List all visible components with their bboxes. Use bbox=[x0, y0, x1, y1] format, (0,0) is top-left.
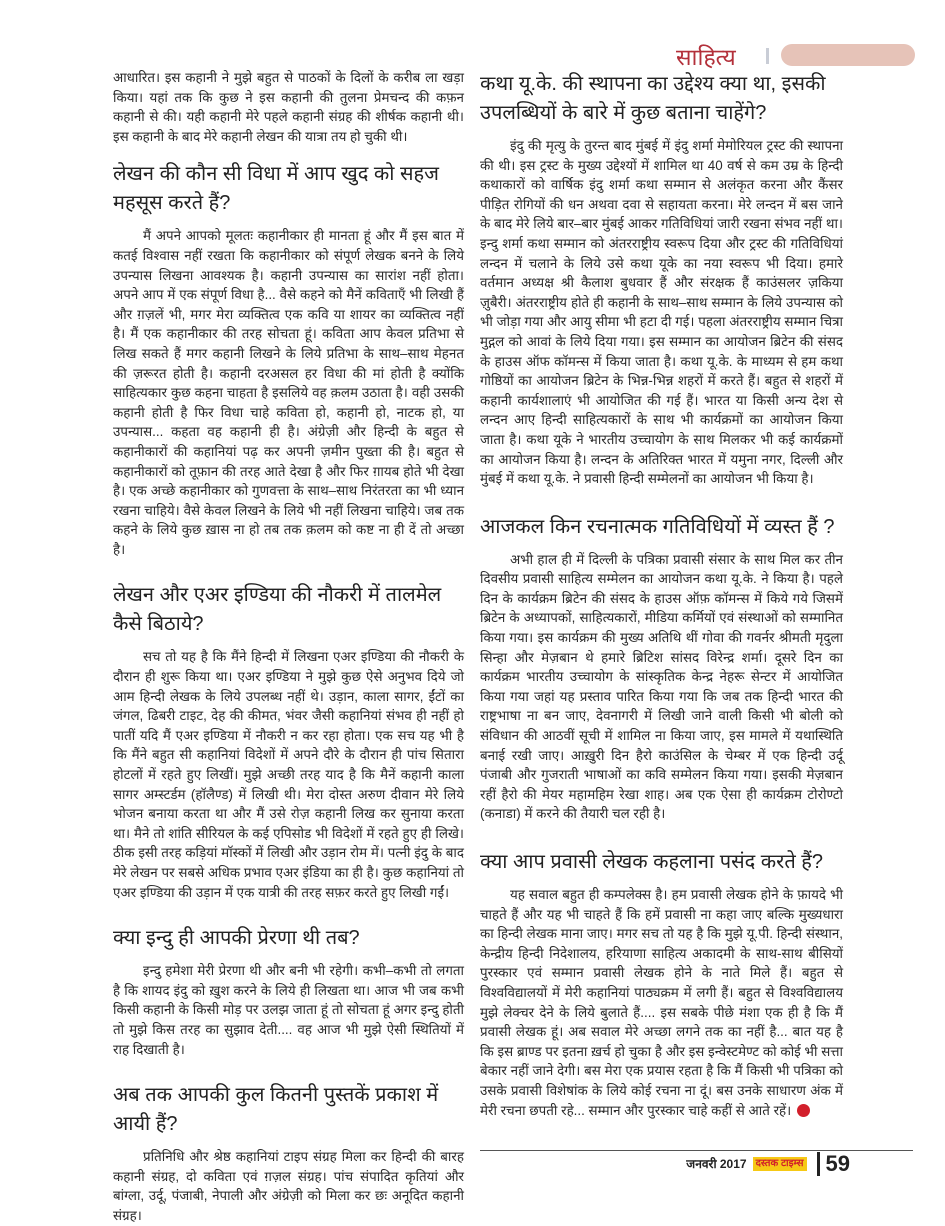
footer bbox=[686, 1151, 850, 1177]
answer-paragraph: इन्दु हमेशा मेरी प्रेरणा थी और बनी भी रहेगी। कभी–कभी तो लगता है कि शायद इंदु को ख़ुश करने के लिये ही लिखता था। आज भी जब कभी किसी कहानी के किसी मोड़ पर उलझ जाता हूं तो सोचता हूं अगर इन्दु होती तो मुझे किस तरह का सुझाव देती.... वह आज भी मुझे ऐसी स्थितियों में राह दिखाती है। bbox=[113, 963, 464, 1057]
answer-paragraph: प्रतिनिधि और श्रेष्ठ कहानियां टाइप संग्रह मिला कर हिन्दी की बारह कहानी संग्रह, दो कविता एवं ग़ज़ल संग्रह। पांच संपादित कृतियां और बांग्ला, उर्दू, पंजाबी, नेपाली और अंग्रेज़ी को मिला कर छः अनूदित कहानी संग्रह। bbox=[113, 1149, 464, 1223]
answer-paragraph: अभी हाल ही में दिल्ली के पत्रिका प्रवासी संसार के साथ मिल कर तीन दिवसीय प्रवासी साहित्य सम्मेलन का आयोजन कथा यू.के. ने किया है। पहले दिन के कार्यक्रम ब्रिटेन की संसद के हाउस ऑफ़ कॉमन्स में किये गये जिसमें ब्रिटेन के अध्यापकों, साहित्यकारों, मीडिया कर्मियों एवं संस्थाओं को सम्मानित किया गया। इस कार्यक्रम की मुख्य अतिथि थीं गोवा की गवर्नर श्रीमती मृदुला सिन्हा और मेज़बान थे हमारे ब्रिटिश सांसद विरेन्द्र शर्मा। दूसरे दिन का कार्यक्रम भारतीय उच्चायोग के सांस्कृतिक केन्द्र नेहरू सेन्टर में आयोजित किया गया जहां यह प्रस्ताव पारित किया गया कि जब तक हिन्दी भारत की राष्ट्रभाषा ना बन जाए, देवनागरी में लिखी जाने वाली किसी भी बोली को संविधान की आठवीं सूची में शामिल ना किया जाए, इस मामले में यथास्थिति बनाई रखी जाए। आख़ुरी दिन हैरो काउंसिल के चेम्बर में एक हिन्दी उर्दू पंजाबी और गुजराती भाषाओं का कवि सम्मेलन किया गया। इसकी मेज़बान रहीं हैरो की मेयर महामहिम रेखा शाह। अब एक ऐसा ही कार्यक्रम टोरोण्टो (कनाडा) में करने की तैयारी चल रही है। bbox=[480, 551, 843, 822]
issue-date: जनवरी 2017 bbox=[686, 1157, 747, 1171]
question-heading: अब तक आपकी कुल कितनी पुस्तकें प्रकाश में आयी हैं? bbox=[113, 1084, 439, 1136]
answer-paragraph bbox=[480, 885, 843, 1120]
question-heading: क्या इन्दु ही आपकी प्रेरणा थी तब? bbox=[113, 927, 360, 950]
answer-paragraph: इंदु की मृत्यु के तुरन्त बाद मुंबई में इंदु शर्मा मेमोरियल ट्रस्ट की स्थापना की थी। इस ट्रस्ट के मुख्य उद्देश्यों में शामिल था 40 वर्ष से कम उम्र के हिन्दी कथाकारों को वार्षिक इंदु शर्मा कथा सम्मान से अलंकृत करना और कैंसर पीड़ित रोगियों की धन अथवा दवा से सहायता करना। मेरे लन्दन में बस जाने के बाद मेरे लिये बार–बार मुंबई आकर गतिविधियां जारी रखना संभव नहीं था। इन्दु शर्मा कथा सम्मान को अंतरराष्ट्रीय स्वरूप दिया और ट्रस्ट की गतिविधियां लन्दन में चलाने के लिये उसे कथा यूके का नया स्वरूप भी दिया। हमारे वर्तमान अध्यक्ष श्री कैलाश बुधवार हैं और संरक्षक हैं काउंसलर ज़किया ज़ुबैरी। अंतरराष्ट्रीय होते ही कहानी के साथ–साथ सम्मान के लिये उपन्यास को भी जोड़ा गया और आयु सीमा भी हटा दी गई। पहला अंतरराष्ट्रीय सम्मान चित्रा मुद्गल को आवां के लिये दिया गया। इस सम्मान का आयोजन ब्रिटेन की संसद के हाउस ऑफ कॉमन्स में किया जाता है। कथा यू.के. के माध्यम से हम कथा गोष्ठियों का आयोजन ब्रिटेन के भिन्न-भिन्न शहरों में करते हैं। बहुत से शहरों में कहानी कार्यशालाएं भी आयोजित की गई हैं। भारत या किसी अन्य देश से लन्दन आए हिन्दी साहित्यकारों के साथ भी कार्यक्रमों का आयोजन किया जाता है। कथा यूके ने भारतीय उच्चायोग के साथ मिलकर भी कई कार्यक्रमों का आयोजन किया है। लन्दन के अतिरिक्त भारत में यमुना नगर, दिल्ली और मुंबई में कथा यू.के. ने प्रवासी हिन्दी सम्मेलनों का आयोजन भी किया है। bbox=[480, 138, 843, 487]
page-number: 59 bbox=[825, 1151, 850, 1176]
section-label: साहित्य bbox=[676, 44, 736, 70]
intro-paragraph: आधारित। इस कहानी ने मुझे बहुत से पाठकों के दिलों के करीब ला खड़ा किया। यहां तक कि कुछ ने इस कहानी की तुलना प्रेमचन्द की कफ़न कहानी से की। यही कहानी मेरे पहले कहानी संग्रह की शीर्षक कहानी थी। इस कहानी के बाद मेरे कहानी लेखन की यात्रा तय हो चुकी थी। bbox=[113, 70, 464, 144]
left-column bbox=[113, 68, 464, 1226]
question-heading: आजकल किन रचनात्मक गतिविधियों में व्यस्त हैं ? bbox=[480, 515, 835, 538]
answer-paragraph: सच तो यह है कि मैंने हिन्दी में लिखना एअर इण्डिया की नौकरी के दौरान ही शुरू किया था। एअर इण्डिया ने मुझे कुछ ऐसे अनुभव दिये जो आम हिन्दी लेखक के लिये उपलब्ध नहीं थे। उड़ान, काला सागर, ईंटों का जंगल, ढिबरी टाइट, देह की कीमत, भंवर जैसी कहानियां संभव ही नहीं हो पातीं यदि मैं एअर इण्डिया में नौकरी न कर रहा होता। एक सच यह भी है कि मैंने बहुत सी कहानियां विदेशों में अपने दौरे के दौरान ही पांच सितारा होटलों में रहते हुए लिखीं। मुझे अच्छी तरह याद है कि मैनें कहानी काला सागर अम्स्टर्डम (हॉलैण्ड) में लिखी थी। मेरा दोस्त अरुण दीवान मेरे लिये भोजन बनाया करता था और मैं उसे रोज़ कहानी लिख कर सुनाया करता था। मैने तो शांति सीरियल के कई एपिसोड भी विदेशों में रहते हुए ही लिखे। ठीक इसी तरह कड़ियां मॉस्कों में लिखी और उड़ान रोम में। पत्नी इंदु के बाद मेरे लेखन पर सबसे अधिक प्रभाव एअर इंडिया का ही है। कुछ कहानियां तो एअर इण्डिया की उड़ान में एक यात्री की तरह सफ़र करते हुए लिखी गईं। bbox=[113, 649, 464, 900]
question-heading: क्या आप प्रवासी लेखक कहलाना पसंद करते हैं? bbox=[480, 851, 824, 873]
section-divider bbox=[766, 48, 769, 64]
question-heading: लेखन और एअर इण्डिया की नौकरी में तालमेल कैसे बिठाये? bbox=[113, 584, 442, 636]
magazine-logo: दस्तक टाइम्स bbox=[753, 1157, 807, 1171]
question-heading: कथा यू.के. की स्थापना का उद्देश्य क्या था, इसकी उपलब्धियों के बारे में कुछ बताना चाहेंगे? bbox=[480, 73, 826, 124]
section-tab-decoration bbox=[781, 44, 915, 66]
answer-text: यह सवाल बहुत ही कम्पलेक्स है। हम प्रवासी लेखक होने के फ़ायदे भी चाहते हैं और यह भी चाहते हैं कि हमें प्रवासी ना कहा जाए बल्कि मुख्यधारा का हिन्दी लेखक माना जाए। मगर सच तो यह है कि मुझे यू.पी. हिन्दी संस्थान, केन्द्रीय हिन्दी निदेशालय, हरियाणा साहित्य अकादमी के साथ-साथ बीसियों पुरस्कार एवं सम्मान प्रवासी लेखक होने के नाते मिले हैं। बहुत से विश्वविद्यालयों में मेरी कहानियां पाठ्यक्रम में लगी हैं। बहुत से विश्वविद्यालय मुझे लेक्चर देने के लिये बुलाते हैं.... इस सबके पीछे मंशा एक ही है कि मैं प्रवासी लेखक हूं। अब सवाल मेरे अच्छा लगने तक का नहीं है... बात यह है कि इस ब्राण्ड पर इतना ख़र्च हो चुका है और इस इन्वेस्टमेण्ट को कोई भी सत्ता बेकार नहीं जाने देगी। बस मेरा एक प्रयास रहता है कि मैं किसी भी पत्रिका को उसके प्रवासी विशेषांक के लिये कोई रचना ना दूं। बस उनके साधारण अंक में मेरी रचना छपती रहे... सम्मान और पुरस्कार चाहे कहीं से आते रहें। bbox=[480, 887, 843, 1118]
end-mark-icon bbox=[797, 1104, 810, 1117]
question-heading: लेखन की कौन सी विधा में आप खुद को सहज महसूस करते हैं? bbox=[113, 163, 439, 215]
answer-paragraph: मैं अपने आपको मूलतः कहानीकार ही मानता हूं और मैं इस बात में कतई विश्वास नहीं रखता कि कहानीकार को संपूर्ण लेखक बनने के लिये उपन्यास लिखना आवश्यक है। कहानी उपन्यास का सारांश नहीं होता। अपने आप में एक संपूर्ण विधा है... वैसे कहने को मैनें कविताएँ भी लिखी हैं और ग़ज़लें भी, मगर मेरा व्यक्तित्व एक कवि या शायर का व्यक्तित्व नहीं है। मैं एक कहानीकार की तरह सोचता हूं। कविता आप केवल प्रतिभा से लिख सकते हैं मगर कहानी लिखने के लिये प्रतिभा के साथ–साथ मेहनत की ज़रूरत होती है। कहानी दरअसल हर विधा की मां होती है क्योंकि साहित्यकार कुछ कहना चाहता है इसलिये वह क़लम उठाता है। वही उसकी कहानी होती है फिर विधा चाहे कविता हो, कहानी हो, नाटक हो, या उपन्यास... कहता वह कहानी ही है। अंग्रेज़ी और हिन्दी के बहुत से कहानीकारों की कहानियां पढ़ कर अपनी ज़मीन पुख्ता की है। बहुत से कहानीकारों को तूफ़ान की तरह आते देखा है और फिर ग़ायब होते भी देखा है। एक अच्छे कहानीकार को गुणवत्ता के साथ–साथ निरंतरता का भी ध्यान रखना चाहिये। वैसे केवल लिखने के लिये भी नहीं लिखना चाहिये। जब तक कहने के लिये कुछ ख़ास ना हो तब तक क़लम को कष्ट ना ही दें तो अच्छा है। bbox=[113, 228, 464, 557]
right-column bbox=[480, 68, 843, 1120]
footer-divider bbox=[817, 1152, 820, 1176]
